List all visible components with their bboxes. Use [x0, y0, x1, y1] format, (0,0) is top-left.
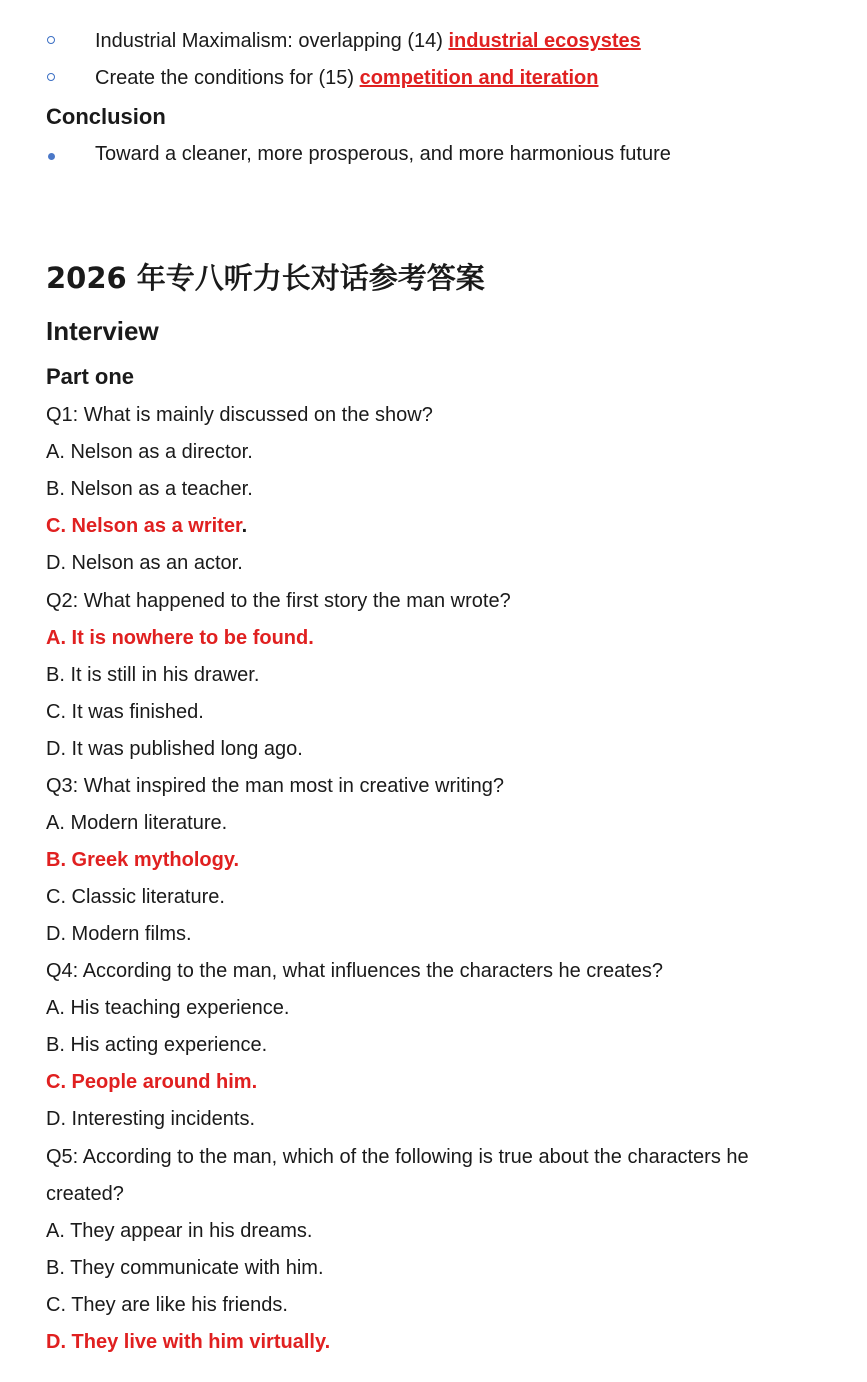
q5-option-b: B. They communicate with him.	[46, 1257, 324, 1279]
q5-option-c: C. They are like his friends.	[46, 1294, 288, 1316]
q2-option-a-correct: A. It is nowhere to be found.	[46, 627, 314, 649]
list-item-prefix: Create the conditions for (15)	[95, 67, 360, 89]
list-item-text	[95, 30, 641, 53]
list-item-text	[95, 67, 599, 90]
question-5-line-2: created?	[46, 1183, 124, 1205]
question-5-line-1: Q5: According to the man, which of the following is true about the characters he	[46, 1146, 749, 1168]
q4-option-c-correct: C. People around him.	[46, 1071, 258, 1093]
question-2: Q2: What happened to the first story the man wrote?	[46, 590, 511, 612]
list-item-15	[0, 67, 867, 97]
q1-option-d: D. Nelson as an actor.	[46, 552, 243, 574]
part-heading: Part one	[46, 364, 135, 389]
q3-option-b-correct: B. Greek mythology.	[46, 849, 240, 871]
list-item-prefix: Industrial Maximalism: overlapping (14)	[95, 30, 449, 52]
q3-option-c: C. Classic literature.	[46, 886, 225, 908]
q5-option-a: A. They appear in his dreams.	[46, 1220, 313, 1242]
question-4: Q4: According to the man, what influences the characters he creates?	[46, 960, 664, 982]
q1-option-c-period: .	[241, 515, 248, 537]
hollow-bullet-icon	[47, 73, 55, 81]
q1-option-b: B. Nelson as a teacher.	[46, 478, 253, 500]
q4-option-a: A. His teaching experience.	[46, 997, 290, 1019]
answer-15: competition and iteration	[359, 67, 599, 89]
section-title: 2026 年专八听力长对话参考答案	[46, 261, 485, 295]
interview-heading: Interview	[46, 316, 159, 346]
conclusion-list-item	[0, 143, 867, 173]
q4-option-d: D. Interesting incidents.	[46, 1108, 255, 1130]
q1-option-c-correct	[46, 515, 247, 538]
question-3: Q3: What inspired the man most in creative writing?	[46, 775, 504, 797]
q2-option-d: D. It was published long ago.	[46, 738, 303, 760]
q4-option-b: B. His acting experience.	[46, 1034, 268, 1056]
bullet-dot-icon	[48, 153, 55, 160]
q1-option-a: A. Nelson as a director.	[46, 441, 253, 463]
q5-option-d-correct: D. They live with him virtually.	[46, 1331, 331, 1353]
conclusion-heading: Conclusion	[46, 104, 166, 129]
q1-option-c-text: C. Nelson as a writer	[46, 515, 242, 537]
q2-option-b: B. It is still in his drawer.	[46, 664, 260, 686]
question-1: Q1: What is mainly discussed on the show?	[46, 404, 433, 426]
q3-option-d: D. Modern films.	[46, 923, 192, 945]
conclusion-bullet-text: Toward a cleaner, more prosperous, and more harmonious future	[95, 143, 671, 165]
q2-option-c: C. It was finished.	[46, 701, 204, 723]
q3-option-a: A. Modern literature.	[46, 812, 228, 834]
list-item-14	[0, 30, 867, 60]
answer-14: industrial ecosystes	[448, 30, 641, 52]
hollow-bullet-icon	[47, 36, 55, 44]
